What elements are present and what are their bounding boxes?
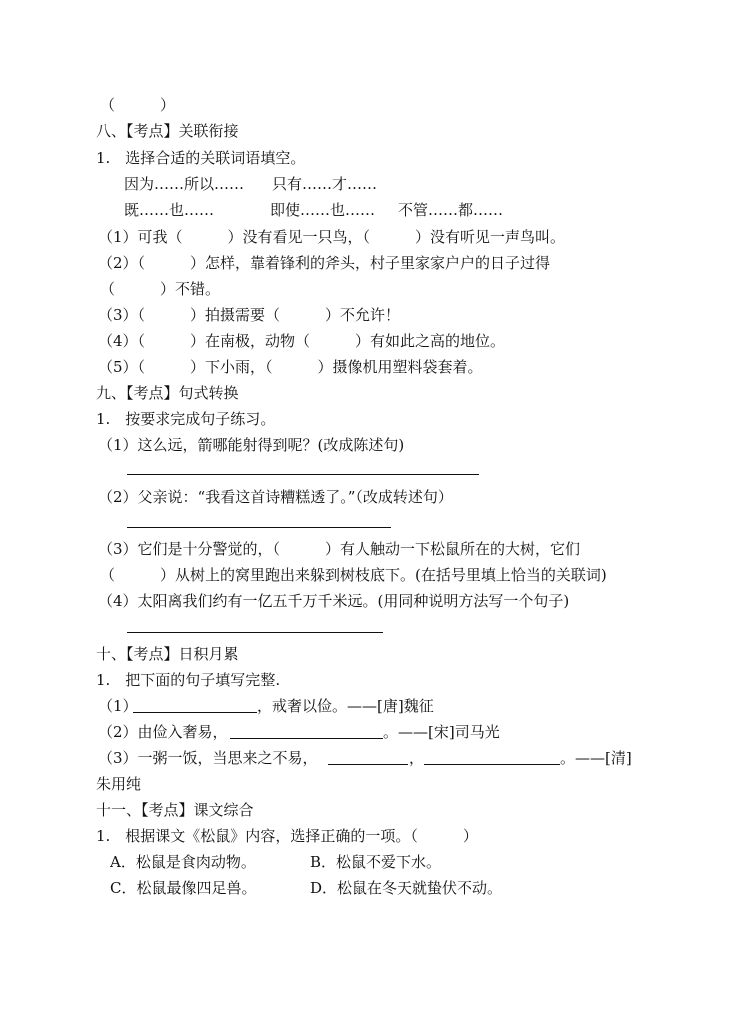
choice-option: D．松鼠在冬天就蛰伏不动。: [310, 879, 503, 897]
question-text: 1. 选择合适的关联词语填空。: [96, 149, 306, 167]
question-text: 1. 把下面的句子填写完整.: [96, 671, 281, 689]
conjunction-option: 既……也……: [124, 201, 215, 219]
question-text: （3）（ ）拍摄需要（ ）不允许！: [98, 306, 401, 324]
question-text: （3）它们是十分警觉的，（ ）有人触动一下松鼠所在的大树，它们: [98, 540, 581, 558]
answer-bracket: （ ）: [100, 96, 176, 114]
question-text: 。——[清]: [560, 749, 632, 767]
question-text: （4）（ ）在南极，动物（ ）有如此之高的地位。: [98, 332, 506, 350]
question-text: （1）: [98, 697, 138, 715]
choice-option: C．松鼠最像四足兽。: [110, 879, 257, 897]
section-8-heading: 八、【考点】关联衔接: [96, 122, 239, 140]
question-text: （5）（ ）下小雨，（ ）摄像机用塑料袋套着。: [98, 358, 483, 376]
answer-line: [424, 764, 560, 765]
conjunction-option: 即使……也……: [270, 201, 376, 219]
question-text: 。——[宋]司马光: [383, 723, 500, 741]
answer-line: [328, 764, 408, 765]
question-text: （ ）从树上的窝里跑出来躲到树枝底下。(在括号里填上恰当的关联词): [100, 566, 607, 584]
question-text: （2）由俭入奢易，: [98, 723, 228, 741]
question-text: 1. 根据课文《松鼠》内容，选择正确的一项。（ ）: [96, 827, 478, 845]
choice-option: A．松鼠是食肉动物。: [110, 853, 256, 871]
choice-option: B．松鼠不爱下水。: [310, 853, 442, 871]
question-text: 1. 按要求完成句子练习。: [96, 410, 276, 428]
conjunction-option: 只有……才……: [272, 175, 378, 193]
question-text: （2）（ ）怎样，靠着锋利的斧头，村子里家家户户的日子过得: [98, 254, 551, 272]
section-9-heading: 九、【考点】句式转换: [96, 384, 239, 402]
question-text: （2）父亲说：“我看这首诗糟糕透了。”（改成转述句）: [98, 488, 453, 506]
question-text: （1）这么远，箭哪能射得到呢？(改成陈述句): [98, 436, 405, 454]
question-text: ，: [409, 749, 425, 767]
answer-line: [127, 527, 391, 528]
conjunction-option: 因为……所以……: [124, 175, 245, 193]
answer-line: [127, 632, 383, 633]
question-text: （ ）不错。: [100, 280, 221, 298]
section-11-heading: 十一、【考点】课文综合: [96, 801, 254, 819]
answer-line: [230, 738, 383, 739]
conjunction-option: 不管……都……: [398, 201, 504, 219]
answer-line: [133, 712, 257, 713]
section-10-heading: 十、【考点】日积月累: [96, 645, 239, 663]
question-text: 朱用纯: [96, 775, 142, 793]
answer-line: [127, 474, 479, 475]
question-text: （4）太阳离我们约有一亿五千万千米远。(用同种说明方法写一个句子): [98, 592, 570, 610]
question-text: （1）可我（ ）没有看见一只鸟，（ ）没有听见一声鸟叫。: [98, 228, 566, 246]
question-text: ，戒奢以俭。——[唐]魏征: [257, 697, 434, 715]
question-text: （3）一粥一饭，当思来之不易，: [98, 749, 318, 767]
